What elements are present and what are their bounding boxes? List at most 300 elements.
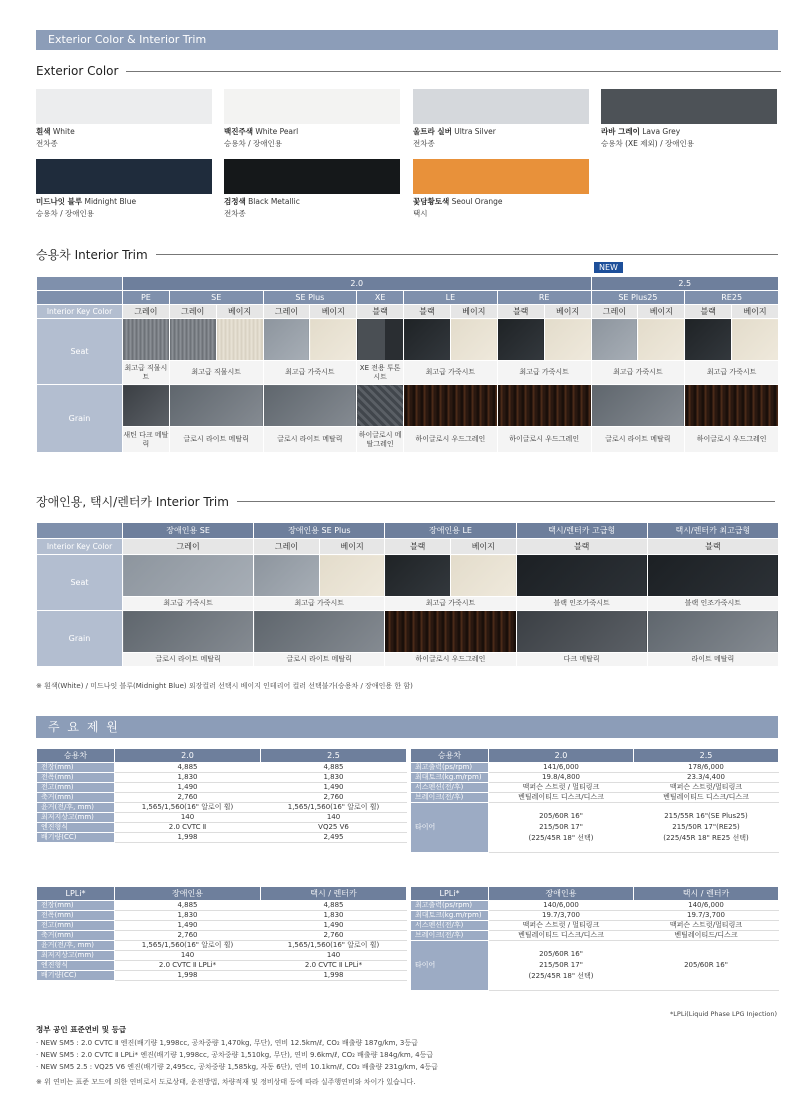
trim-name: 택시/렌터카 최고급형 — [647, 523, 778, 539]
tire-row — [411, 803, 779, 853]
seat-caption: 최고급 가죽시트 — [385, 597, 516, 611]
trim-row — [37, 523, 779, 539]
spec-row — [411, 931, 779, 941]
seat-image-row — [37, 555, 779, 597]
grain-swatch — [385, 611, 516, 653]
section-header-bar — [36, 30, 778, 50]
spec-value: 1,490 — [115, 921, 261, 931]
passenger-trim-title: 승용차 Interior Trim — [36, 246, 778, 263]
tire-row — [411, 941, 779, 991]
color-name — [224, 196, 400, 208]
spec-label: 타이어 — [411, 941, 489, 991]
spec-row — [411, 773, 779, 783]
tire-value — [634, 941, 779, 991]
trim-name: SE — [169, 291, 263, 305]
color-name-en: White — [52, 127, 75, 136]
spec-label: 엔진형식 — [37, 961, 115, 971]
key-color: 그레이 — [169, 305, 216, 319]
seat-image-row — [37, 319, 779, 361]
color-name-en: Midnight Blue — [84, 197, 137, 206]
spec-row — [37, 823, 407, 833]
seat-caption: 최고급 직물시트 — [123, 361, 170, 385]
spec-row — [37, 793, 407, 803]
tire-line: (225/45R 18" 선택) — [528, 834, 594, 842]
trim-name: 장애인용 LE — [385, 523, 516, 539]
spec-row — [37, 783, 407, 793]
spec-value: 벤틸레이티드 디스크/디스크 — [489, 793, 634, 803]
key-color: 블랙 — [385, 539, 451, 555]
spec-row — [37, 773, 407, 783]
key-color: 그레이 — [263, 305, 310, 319]
seat-swatch — [591, 319, 638, 361]
color-name-en: Ultra Silver — [454, 127, 496, 136]
key-color: 베이지 — [310, 305, 357, 319]
fuel-disclaimer: ※ 위 연비는 표준 모드에 의한 연비로서 도로상태, 운전방법, 차량적재 및 정비상태 등에 따라 실주행연비와 차이가 있습니다. — [36, 1078, 416, 1086]
grain-caption-row — [37, 653, 779, 667]
spec-value: 1,565/1,560(16" 알로이 휠) — [115, 941, 261, 951]
seat-swatch — [450, 555, 516, 597]
color-swatch — [36, 159, 212, 194]
trim-name: 장애인용 SE Plus — [254, 523, 385, 539]
color-applies: 승용차 (XE 제외) / 장애인용 — [601, 139, 694, 148]
spec-value: 벤틸레이티드 디스크/디스크 — [489, 931, 634, 941]
key-color: 베이지 — [216, 305, 263, 319]
divider — [126, 71, 781, 72]
color-name-ko: 라바 그레이 — [601, 127, 640, 136]
spec-value: 1,830 — [261, 911, 407, 921]
spec-row — [37, 961, 407, 971]
spec-value: 맥퍼슨 스트럿 / 멀티링크 — [489, 783, 634, 793]
seat-swatch — [357, 319, 404, 361]
seat-swatch — [544, 319, 591, 361]
seat-label: Seat — [37, 555, 123, 611]
color-swatch — [413, 89, 589, 124]
color-name-ko: 검정색 — [224, 197, 246, 206]
key-color: 베이지 — [638, 305, 685, 319]
spec-value: 4,885 — [261, 901, 407, 911]
color-name-ko: 흰색 — [36, 127, 51, 136]
spec-value: 141/6,000 — [489, 763, 634, 773]
spec-label: 최고출력(ps/rpm) — [411, 763, 489, 773]
trim-name: 택시/렌터카 고급형 — [516, 523, 647, 539]
spec-label: 축거(mm) — [37, 793, 115, 803]
color-name-en: Seoul Orange — [451, 197, 503, 206]
seat-swatch — [404, 319, 451, 361]
tire-line: 205/60R 16" — [539, 812, 583, 820]
grain-caption: 글로시 라이트 메탈릭 — [591, 427, 685, 453]
spec-label: 전장(mm) — [37, 763, 115, 773]
seat-swatch — [319, 555, 385, 597]
key-color: 블랙 — [516, 539, 647, 555]
spec-label: 타이어 — [411, 803, 489, 853]
seat-swatch — [254, 555, 320, 597]
specs-header-bar — [36, 716, 778, 738]
key-color: 블랙 — [497, 305, 544, 319]
color-name-en: Black Metallic — [248, 197, 300, 206]
seat-caption: 최고급 가죽시트 — [685, 361, 779, 385]
spec-value: 벤틸레이티드 디스크/디스크 — [634, 793, 779, 803]
specs-title: 주 요 제 원 — [48, 720, 120, 734]
fuel-title: 정부 공인 표준연비 및 등급 — [36, 1025, 127, 1034]
grain-swatch — [647, 611, 778, 653]
group-row — [37, 277, 779, 291]
spec-label: 전장(mm) — [37, 901, 115, 911]
key-color-row — [37, 305, 779, 319]
exterior-title: Exterior Color — [36, 64, 781, 78]
spec-value: 1,490 — [115, 783, 261, 793]
seat-swatch — [123, 555, 254, 597]
seat-caption: 최고급 직물시트 — [169, 361, 263, 385]
color-applies: 승용차 / 장애인용 — [224, 139, 283, 148]
spec-row — [411, 793, 779, 803]
key-color: 그레이 — [254, 539, 320, 555]
color-caption — [36, 196, 212, 220]
key-color-row — [37, 539, 779, 555]
spec-row — [411, 911, 779, 921]
spec-table-lpli-performance — [410, 886, 779, 991]
seat-swatch — [450, 319, 497, 361]
spec-head: 택시 / 렌터카 — [261, 887, 407, 901]
spec-label: 최저지상고(mm) — [37, 951, 115, 961]
key-color: 블랙 — [404, 305, 451, 319]
spec-head: 승용차 — [37, 749, 115, 763]
seat-swatch — [647, 555, 778, 597]
key-color: 베이지 — [319, 539, 385, 555]
spec-label: 배기량(CC) — [37, 833, 115, 843]
new-badge: NEW — [594, 262, 623, 273]
tire-line: 215/55R 16"(SE Plus25) — [664, 812, 748, 820]
spec-value: 178/6,000 — [634, 763, 779, 773]
spec-table-gasoline-performance — [410, 748, 779, 853]
tire-value — [489, 803, 634, 853]
spec-value: 23.3/4,400 — [634, 773, 779, 783]
spec-row — [411, 783, 779, 793]
spec-label: 배기량(CC) — [37, 971, 115, 981]
spec-label: 최대토크(kg.m/rpm) — [411, 773, 489, 783]
key-color: 블랙 — [685, 305, 732, 319]
spec-value: 벤틸레이티드/디스크 — [634, 931, 779, 941]
spec-value: 2,495 — [261, 833, 407, 843]
group-label: 2.5 — [591, 277, 778, 291]
section-header-title: Exterior Color & Interior Trim — [48, 33, 207, 46]
special-trim-table — [36, 522, 779, 667]
tire-line: (225/45R 18" 선택) — [528, 972, 594, 980]
grain-caption: 하이글로시 메탈그레인 — [357, 427, 404, 453]
spec-row — [37, 971, 407, 981]
spec-value: 19.7/3,700 — [489, 911, 634, 921]
trim-name: SE Plus25 — [591, 291, 685, 305]
grain-caption: 하이글로시 우드그레인 — [497, 427, 591, 453]
spec-row — [37, 931, 407, 941]
empty-corner — [37, 291, 123, 305]
grain-caption: 글로시 라이트 메탈릭 — [169, 427, 263, 453]
trim-name: SE Plus — [263, 291, 357, 305]
spec-head: LPLi* — [411, 887, 489, 901]
special-trim-title: 장애인용, 택시/렌터카 Interior Trim — [36, 493, 775, 510]
grain-swatch — [591, 385, 685, 427]
key-color: 블랙 — [647, 539, 778, 555]
spec-value: 맥퍼슨 스트럿 / 멀티링크 — [489, 921, 634, 931]
spec-row — [37, 951, 407, 961]
tire-line: (225/45R 18" RE25 선택) — [663, 834, 749, 842]
color-footnote: ※ 흰색(White) / 미드나잇 블루(Midnight Blue) 외장컬러 선택시 베이지 인테리어 컬러 선택불가(승용차 / 장애인용 한 함) — [36, 682, 413, 690]
color-swatch — [413, 159, 589, 194]
seat-swatch — [497, 319, 544, 361]
spec-value: 1,830 — [115, 773, 261, 783]
spec-label: 축거(mm) — [37, 931, 115, 941]
spec-head: 택시 / 렌터카 — [634, 887, 779, 901]
spec-head: LPLi* — [37, 887, 115, 901]
key-color: 블랙 — [357, 305, 404, 319]
tire-value — [489, 941, 634, 991]
color-name-ko: 울트라 실버 — [413, 127, 452, 136]
seat-swatch — [638, 319, 685, 361]
color-applies: 승용차 / 장애인용 — [36, 209, 95, 218]
key-color: 베이지 — [450, 539, 516, 555]
spec-label: 최고출력(ps/rpm) — [411, 901, 489, 911]
color-name — [601, 126, 777, 138]
spec-label: 브레이크(전/후) — [411, 931, 489, 941]
color-caption — [224, 126, 400, 150]
spec-label: 전고(mm) — [37, 783, 115, 793]
spec-head: 장애인용 — [489, 887, 634, 901]
grain-label: Grain — [37, 611, 123, 667]
spec-label: 최대토크(kg.m/rpm) — [411, 911, 489, 921]
grain-caption: 새틴 다크 메탈릭 — [123, 427, 170, 453]
seat-caption: 블랙 인조가죽시트 — [516, 597, 647, 611]
seat-swatch — [169, 319, 216, 361]
seat-swatch — [310, 319, 357, 361]
grain-swatch — [123, 385, 170, 427]
spec-label: 엔진형식 — [37, 823, 115, 833]
fuel-line: · NEW SM5 2.5 : VQ25 V6 엔진(배기량 2,495cc, 공차중량 1,585kg, 자동 6단), 연비 10.1km/ℓ, CO₂ 배출량 231g/km, 4등급 — [36, 1063, 438, 1071]
spec-value: 19.8/4,800 — [489, 773, 634, 783]
spec-head-row — [37, 749, 407, 763]
seat-swatch — [123, 319, 170, 361]
fuel-line: · NEW SM5 : 2.0 CVTC Ⅱ LPLi* 엔진(배기량 1,998cc, 공차중량 1,510kg, 무단), 연비 9.6km/ℓ, CO₂ 배출량 184g/km, 4등급 — [36, 1051, 434, 1059]
spec-label: 서스펜션(전/후) — [411, 783, 489, 793]
color-caption — [413, 196, 589, 220]
color-applies: 택시 — [413, 209, 428, 218]
spec-value: 1,998 — [261, 971, 407, 981]
grain-swatch — [497, 385, 591, 427]
color-name-en: Lava Grey — [642, 127, 681, 136]
grain-label: Grain — [37, 385, 123, 453]
passenger-trim-table — [36, 276, 779, 453]
seat-caption: XE 전용 투톤시트 — [357, 361, 404, 385]
tire-line: 215/50R 17"(RE25) — [672, 823, 740, 831]
spec-value: 2.0 CVTC Ⅱ LPLi* — [115, 961, 261, 971]
tire-value — [634, 803, 779, 853]
spec-head-row — [411, 887, 779, 901]
grain-swatch — [123, 611, 254, 653]
spec-table-lpli-dimensions — [36, 886, 407, 981]
grain-swatch — [404, 385, 498, 427]
grain-swatch — [516, 611, 647, 653]
spec-value: 1,565/1,560(16" 알로이 휠) — [261, 941, 407, 951]
spec-value: 140/6,000 — [634, 901, 779, 911]
grain-caption: 하이글로시 우드그레인 — [404, 427, 498, 453]
spec-value: 140 — [261, 813, 407, 823]
spec-row — [37, 833, 407, 843]
color-caption — [601, 126, 777, 150]
trim-name: PE — [123, 291, 170, 305]
spec-head: 2.0 — [489, 749, 634, 763]
color-swatch — [224, 89, 400, 124]
spec-value: VQ25 V6 — [261, 823, 407, 833]
key-color: 베이지 — [544, 305, 591, 319]
grain-caption: 글로시 라이트 메탈릭 — [254, 653, 385, 667]
key-color-label: Interior Key Color — [37, 305, 123, 319]
color-name — [36, 126, 212, 138]
color-swatch — [601, 89, 777, 124]
spec-label: 브레이크(전/후) — [411, 793, 489, 803]
divider — [156, 254, 778, 255]
key-color: 베이지 — [732, 305, 779, 319]
spec-row — [37, 901, 407, 911]
color-applies: 전차종 — [36, 139, 58, 148]
spec-value: 140/6,000 — [489, 901, 634, 911]
trim-name: RE — [497, 291, 591, 305]
grain-image-row — [37, 611, 779, 653]
color-swatch — [36, 89, 212, 124]
spec-head-row — [37, 887, 407, 901]
empty-corner — [37, 523, 123, 539]
color-name-ko: 꽃담황토색 — [413, 197, 450, 206]
color-name — [36, 196, 212, 208]
color-applies: 전차종 — [413, 139, 435, 148]
grain-caption: 글로시 라이트 메탈릭 — [123, 653, 254, 667]
lpli-note: *LPLi(Liquid Phase LPG Injection) — [670, 1010, 777, 1018]
seat-caption-row — [37, 597, 779, 611]
seat-caption-row — [37, 361, 779, 385]
spec-row — [37, 763, 407, 773]
spec-value: 140 — [115, 951, 261, 961]
seat-swatch — [263, 319, 310, 361]
trim-row — [37, 291, 779, 305]
spec-value: 2.0 CVTC Ⅱ LPLi* — [261, 961, 407, 971]
trim-name: LE — [404, 291, 498, 305]
fuel-line: · NEW SM5 : 2.0 CVTC Ⅱ 엔진(배기량 1,998cc, 공차중량 1,470kg, 무단), 연비 12.5km/ℓ, CO₂ 배출량 187g/km, 3등급 — [36, 1039, 418, 1047]
color-name — [413, 196, 589, 208]
spec-value: 1,565/1,560(16" 알로이 휠) — [115, 803, 261, 813]
spec-row — [37, 941, 407, 951]
spec-label: 최저지상고(mm) — [37, 813, 115, 823]
spec-label: 전폭(mm) — [37, 773, 115, 783]
key-color: 그레이 — [591, 305, 638, 319]
color-caption — [224, 196, 400, 220]
spec-head: 2.5 — [261, 749, 407, 763]
spec-value: 140 — [261, 951, 407, 961]
spec-row — [411, 763, 779, 773]
spec-value: 1,490 — [261, 783, 407, 793]
spec-value: 1,998 — [115, 833, 261, 843]
spec-label: 서스펜션(전/후) — [411, 921, 489, 931]
key-color: 그레이 — [123, 305, 170, 319]
color-swatch — [224, 159, 400, 194]
seat-caption: 최고급 가죽시트 — [254, 597, 385, 611]
spec-value: 2,760 — [261, 793, 407, 803]
color-name — [413, 126, 589, 138]
grain-swatch — [169, 385, 263, 427]
key-color: 그레이 — [123, 539, 254, 555]
divider — [237, 501, 775, 502]
spec-value: 4,885 — [261, 763, 407, 773]
grain-swatch — [357, 385, 404, 427]
spec-label: 윤거(전/후, mm) — [37, 941, 115, 951]
seat-caption: 최고급 가죽시트 — [497, 361, 591, 385]
spec-value: 1,830 — [261, 773, 407, 783]
seat-swatch — [516, 555, 647, 597]
grain-swatch — [263, 385, 357, 427]
tire-line: 215/50R 17" — [539, 823, 583, 831]
grain-caption-row — [37, 427, 779, 453]
spec-label: 윤거(전/후, mm) — [37, 803, 115, 813]
seat-caption: 최고급 가죽시트 — [263, 361, 357, 385]
grain-caption: 하이글로시 우드그레인 — [385, 653, 516, 667]
empty-corner — [37, 277, 123, 291]
grain-caption: 라이트 메탈릭 — [647, 653, 778, 667]
spec-label: 전폭(mm) — [37, 911, 115, 921]
spec-head: 2.0 — [115, 749, 261, 763]
color-applies: 전차종 — [224, 209, 246, 218]
spec-value: 2,760 — [115, 793, 261, 803]
spec-value: 1,490 — [261, 921, 407, 931]
spec-value: 2,760 — [115, 931, 261, 941]
spec-label: 전고(mm) — [37, 921, 115, 931]
spec-value: 4,885 — [115, 763, 261, 773]
seat-swatch — [385, 555, 451, 597]
spec-row — [37, 813, 407, 823]
group-label: 2.0 — [123, 277, 592, 291]
grain-caption: 하이글로시 우드그레인 — [685, 427, 779, 453]
color-name-en: White Pearl — [255, 127, 299, 136]
seat-caption: 블랙 인조가죽시트 — [647, 597, 778, 611]
seat-swatch — [685, 319, 732, 361]
spec-head: 승용차 — [411, 749, 489, 763]
fuel-lines — [36, 1037, 438, 1073]
seat-swatch — [732, 319, 779, 361]
tire-line: 205/60R 16" — [539, 950, 583, 958]
tire-line: 205/60R 16" — [684, 961, 728, 969]
spec-row — [37, 803, 407, 813]
spec-value: 1,998 — [115, 971, 261, 981]
spec-value: 맥퍼슨 스트럿/멀티링크 — [634, 783, 779, 793]
spec-table-gasoline-dimensions — [36, 748, 407, 843]
spec-head: 2.5 — [634, 749, 779, 763]
seat-caption: 최고급 가죽시트 — [123, 597, 254, 611]
spec-value: 맥퍼슨 스트럿/멀티링크 — [634, 921, 779, 931]
spec-head-row — [411, 749, 779, 763]
trim-name: 장애인용 SE — [123, 523, 254, 539]
spec-value: 19.7/3,700 — [634, 911, 779, 921]
grain-caption: 글로시 라이트 메탈릭 — [263, 427, 357, 453]
seat-swatch — [216, 319, 263, 361]
color-caption — [36, 126, 212, 150]
color-name-ko: 백진주색 — [224, 127, 253, 136]
spec-value: 4,885 — [115, 901, 261, 911]
spec-value: 2.0 CVTC Ⅱ — [115, 823, 261, 833]
seat-caption: 최고급 가죽시트 — [591, 361, 685, 385]
grain-swatch — [685, 385, 779, 427]
spec-head: 장애인용 — [115, 887, 261, 901]
spec-value: 140 — [115, 813, 261, 823]
seat-label: Seat — [37, 319, 123, 385]
color-name — [224, 126, 400, 138]
seat-caption: 최고급 가죽시트 — [404, 361, 498, 385]
color-caption — [413, 126, 589, 150]
grain-image-row — [37, 385, 779, 427]
